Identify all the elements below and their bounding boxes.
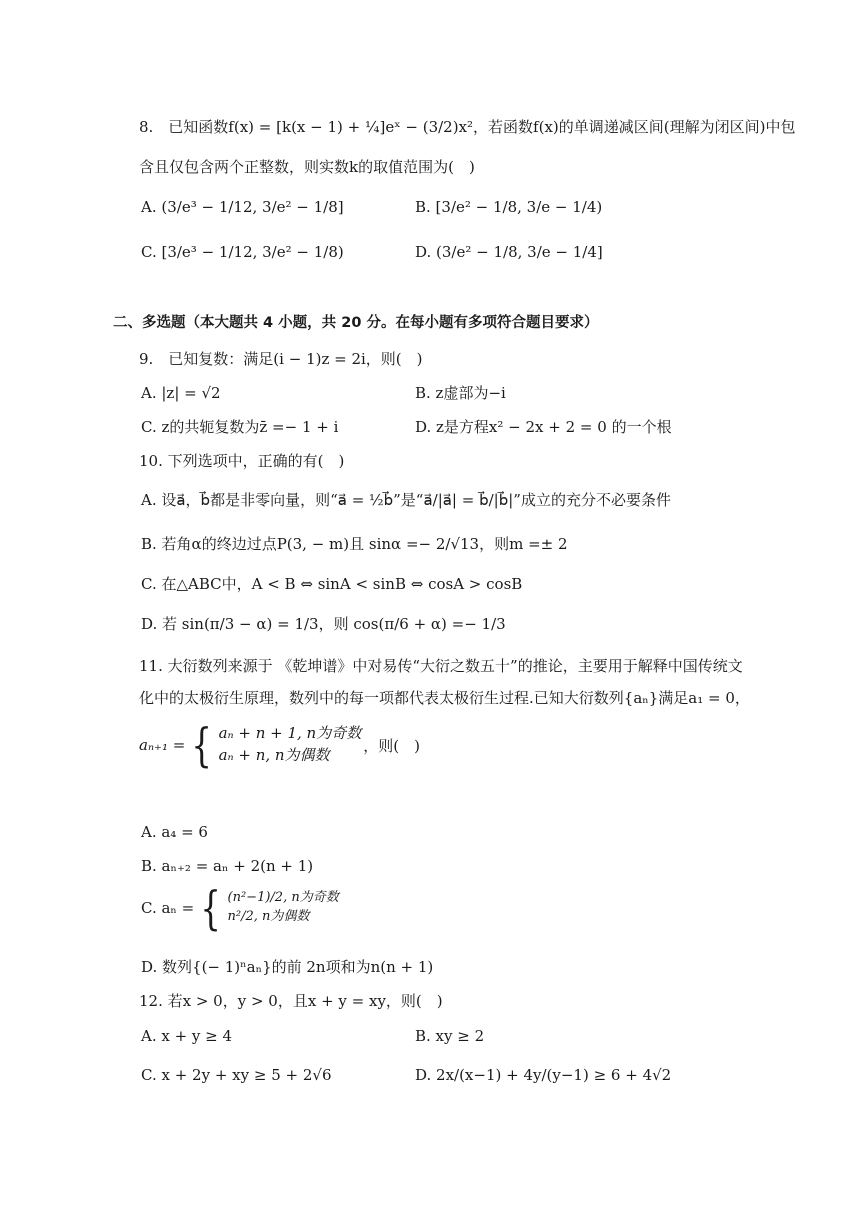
q10-option-c: C. 在△ABC中，A < B ⇔ sinA < sinB ⇔ cosA > cosB	[141, 575, 523, 593]
q12-stem: 12. 若x > 0，y > 0，且x + y = xy，则( )	[139, 992, 443, 1010]
q11-option-c-case-odd: (n²−1)/2, n为奇数	[227, 890, 339, 906]
q11-stem-line2: 化中的太极衍生原理，数列中的每一项都代表太极衍生过程.已知大衍数列{aₙ}满足a₁ = 0，	[139, 689, 750, 707]
q11-option-d: D. 数列{(− 1)ⁿaₙ}的前 2n项和为n(n + 1)	[141, 958, 434, 976]
q12-option-c: C. x + 2y + xy ≥ 5 + 2√6	[141, 1066, 332, 1084]
q8-option-b: B. [3/e² − 1/8, 3/e − 1/4)	[415, 198, 603, 216]
q8-stem-line1: 8. 已知函数f(x) = [k(x − 1) + ¼]eˣ − (3/2)x²，若函数f(x)的单调递减区间(理解为闭区间)中包	[139, 118, 796, 136]
q10-option-a: A. 设a⃗，b⃗都是非零向量，则“a⃗ = ½b⃗”是“a⃗/|a⃗| = b⃗/|b⃗|”成立的充分不必要条件	[141, 491, 671, 509]
q12-option-d: D. 2x/(x−1) + 4y/(y−1) ≥ 6 + 4√2	[415, 1066, 672, 1084]
q9-stem: 9. 已知复数：满足(i − 1)z = 2i，则( )	[139, 350, 423, 368]
q11-option-a: A. a₄ = 6	[141, 823, 208, 841]
section-header-multiple-choice: 二、多选题（本大题共 4 小题，共 20 分。在每小题有多项符合题目要求）	[113, 315, 599, 331]
q9-option-c: C. z的共轭复数为z̄ =− 1 + i	[141, 418, 339, 436]
q12-option-a: A. x + y ≥ 4	[141, 1027, 233, 1045]
q9-option-a: A. |z| = √2	[141, 384, 221, 402]
q11-recurrence-case-odd: aₙ + n + 1, n为奇数	[218, 724, 362, 743]
q11-option-c	[141, 881, 339, 935]
q11-recurrence-case-even: aₙ + n, n为偶数	[218, 746, 330, 764]
q9-option-d: D. z是方程x² − 2x + 2 = 0 的一个根	[415, 418, 672, 436]
q10-option-b: B. 若角α的终边过点P(3, − m)且 sinα =− 2/√13，则m =± 2	[141, 535, 568, 553]
q11-option-c-lhs: C. aₙ =	[141, 899, 195, 917]
q10-stem: 10. 下列选项中，正确的有( )	[139, 452, 345, 470]
q10-option-d: D. 若 sin(π/3 − α) = 1/3，则 cos(π/6 + α) =− 1/3	[141, 615, 506, 633]
q11-recurrence-tail: ，则( )	[363, 736, 420, 755]
q11-option-b: B. aₙ₊₂ = aₙ + 2(n + 1)	[141, 857, 314, 875]
left-brace-icon: {	[191, 718, 213, 772]
q11-recurrence-lhs: aₙ₊₁ =	[139, 736, 186, 754]
left-brace-icon: {	[200, 881, 222, 935]
q12-option-b: B. xy ≥ 2	[415, 1027, 485, 1045]
q8-option-d: D. (3/e² − 1/8, 3/e − 1/4]	[415, 243, 603, 261]
q8-option-c: C. [3/e³ − 1/12, 3/e² − 1/8)	[141, 243, 344, 261]
q9-option-b: B. z虚部为−i	[415, 384, 506, 402]
q11-recurrence	[139, 718, 420, 772]
q8-option-a: A. (3/e³ − 1/12, 3/e² − 1/8]	[141, 198, 344, 216]
q11-option-c-case-even: n²/2, n为偶数	[227, 909, 310, 924]
q11-stem-line1: 11. 大衍数列来源于 《乾坤谱》中对易传“大衍之数五十”的推论，主要用于解释中国传统文	[139, 657, 743, 675]
q8-stem-line2: 含且仅包含两个正整数，则实数k的取值范围为( )	[139, 158, 475, 176]
